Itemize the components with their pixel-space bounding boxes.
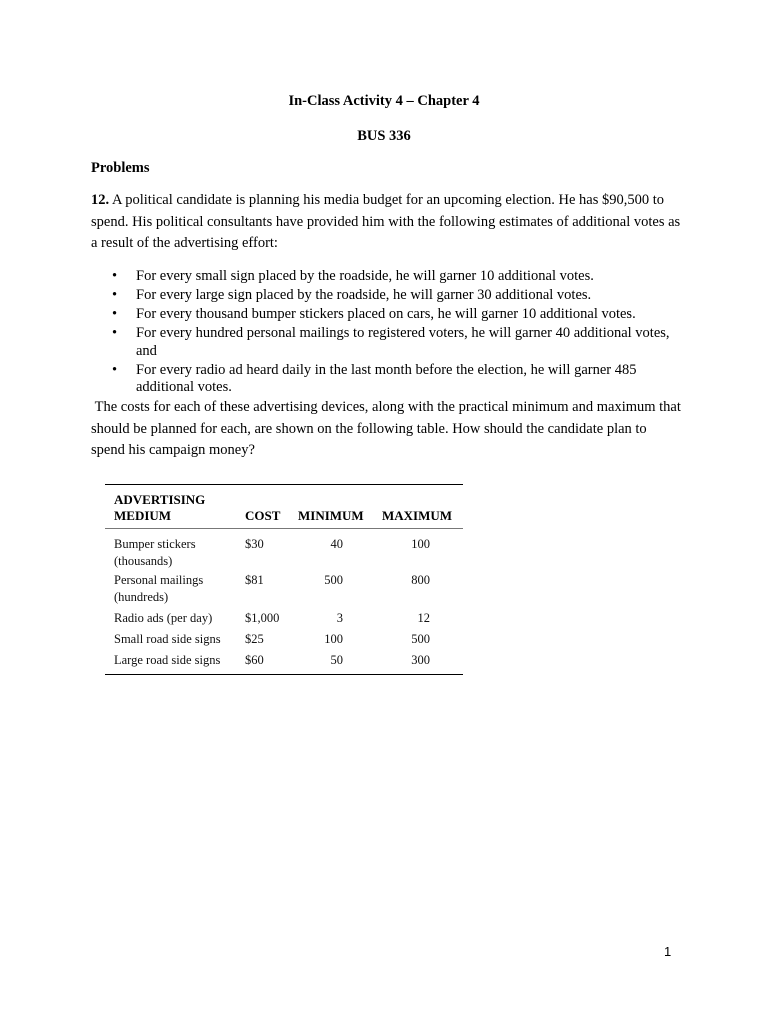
table-bottom-rule [105,674,463,675]
list-item-text: For every large sign placed by the roadside, he will garner 30 additional votes. [136,287,592,303]
table-header [105,485,463,528]
list-item-text: For every hundred personal mailings to registered voters, he will garner 40 additional votes, and [136,325,670,359]
bullet-icon: • [112,325,118,341]
list-item [112,287,672,305]
cell-cost: $25 [245,632,264,646]
cell-cost: $60 [245,653,264,667]
cell-maximum: 800 [411,573,430,587]
problem-intro-text: A political candidate is planning his media budget for an upcoming election. He has $90,500 to spend. His political consultants have provided him with the following estimates of additional votes as a result of the advertising effort: [91,192,681,251]
advertising-table [105,484,463,675]
bullet-icon: • [112,287,118,303]
cell-minimum: 3 [336,611,343,625]
vote-estimates-list [112,268,672,398]
cell-minimum: 500 [324,573,343,587]
cell-maximum: 100 [411,537,430,551]
header-cost: COST [245,508,281,523]
header-maximum: MAXIMUM [382,508,453,523]
cell-medium: Large road side signs [114,653,221,667]
cell-maximum: 500 [411,632,430,646]
list-item [112,325,672,360]
cell-medium: Personal mailings (hundreds) [114,573,204,604]
cell-maximum: 12 [417,611,430,625]
problem-closing-text: The costs for each of these advertising devices, along with the practical minimum and maximum that should be planned for each, are shown on the following table. How should the candidate plan to spend his campaign money? [91,399,681,458]
cell-medium: Radio ads (per day) [114,611,213,625]
cell-medium: Small road side signs [114,632,221,646]
course-code: BUS 336 [357,128,411,144]
page-number: 1 [664,944,672,959]
cell-maximum: 300 [411,653,430,667]
cell-cost: $30 [245,537,264,551]
document-title: In-Class Activity 4 – Chapter 4 [288,93,480,109]
cell-minimum: 50 [330,653,343,667]
bullet-icon: • [112,306,118,322]
section-heading: Problems [91,160,150,176]
cell-cost: $1,000 [245,611,280,625]
list-item [112,306,672,324]
list-item-text: For every radio ad heard daily in the last month before the election, he will garner 485 additional votes. [136,361,637,395]
cell-cost: $81 [245,573,264,587]
problem-intro [91,190,681,255]
list-item [112,268,672,286]
list-item [112,362,672,397]
bullet-icon: • [112,361,118,378]
cell-minimum: 40 [330,537,343,551]
cell-minimum: 100 [324,632,343,646]
list-item-text: For every small sign placed by the roadside, he will garner 10 additional votes. [136,268,594,284]
problem-number: 12. [91,192,110,208]
header-medium: ADVERTISING MEDIUM [114,492,206,523]
table-body [105,529,463,674]
cell-medium: Bumper stickers (thousands) [114,537,196,568]
list-item-text: For every thousand bumper stickers placed on cars, he will garner 10 additional votes. [136,306,636,322]
problem-closing [91,397,681,462]
bullet-icon: • [112,268,118,284]
header-minimum: MINIMUM [298,508,364,523]
